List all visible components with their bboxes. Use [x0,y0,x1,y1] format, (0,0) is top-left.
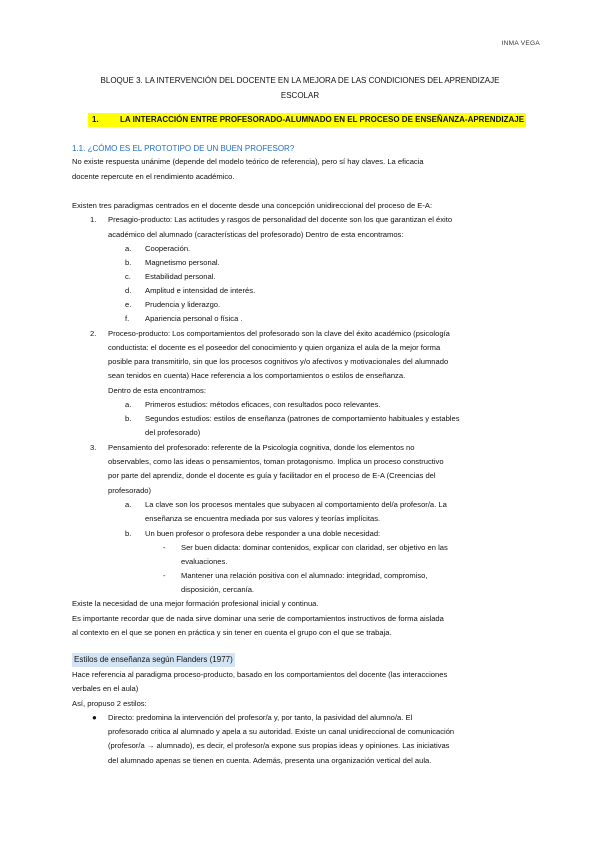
sublist-marker: e. [125,300,132,309]
flanders-line2: verbales en el aula) [72,684,139,693]
sublist-item [125,527,381,541]
sublist-item-continued: enseñanza se encuentra mediada por sus valores y teorías implícitas. [145,514,381,523]
paradigms-intro: Existen tres paradigmas centrados en el docente desde una concepción unidireccional del proceso de E-A: [72,201,433,210]
sublist-text: Cooperación. [145,244,191,253]
list-item [90,213,453,227]
flanders-line3: Así, propuso 2 estilos: [72,699,147,708]
sublist-marker: b. [125,529,132,538]
bullet-item-continued: profesorado critica al alumnado y apela a su autoridad. Existe un canal unidireccional de comunicación [108,727,455,736]
bullet-icon: ● [92,713,97,722]
subsection-title: 1.1. ¿CÓMO ES EL PROTOTIPO DE UN BUEN PROFESOR? [72,144,295,153]
sublist-marker: b. [125,258,132,267]
dash-marker: - [163,571,166,580]
sublist-text: Un buen profesor o profesora debe responder a una doble necesidad: [145,529,381,538]
bullet-item-continued: (profesor/a → alumnado), es decir, el profesor/a expone sus propias ideas y opiniones. Las iniciativas [108,741,450,750]
list-item-continued: profesorado) [108,486,152,495]
list-item [90,327,450,341]
list-item-text: Pensamiento del profesorado: referente de la Psicología cognitiva, donde los elementos no [108,443,415,452]
sublist-marker: a. [125,244,132,253]
sublist-item [125,498,447,512]
sublist-item [125,312,243,326]
intro-line2: docente repercute en el rendimiento académico. [72,172,235,181]
list-item-continued: observables, como las ideas o pensamientos, toman protagonismo. Implica un proceso constructivo [108,457,444,466]
intro-line1: No existe respuesta unánime (depende del modelo teórico de referencia), pero sí hay claves. La eficacia [72,157,424,166]
block-title-line2: ESCOLAR [280,91,320,100]
list-item-text: Presagio-producto: Las actitudes y rasgos de personalidad del docente son los que garantizan el éxito [108,215,453,224]
list-item [90,441,415,455]
dash-item [163,569,428,583]
sublist-item [125,412,460,426]
sublist-marker: a. [125,500,132,509]
sublist-item-continued: del profesorado) [145,428,201,437]
sublist-text: Amplitud e intensidad de interés. [145,286,256,295]
closing-paragraph-1: Existe la necesidad de una mejor formación profesional inicial y continua. [72,599,319,608]
list-item-continued: Dentro de esta encontramos: [108,386,206,395]
bullet-text: Directo: predomina la intervención del profesor/a y, por tanto, la pasividad del alumno/a. El [108,713,413,722]
list-marker: 3. [90,443,97,452]
sublist-item [125,298,221,312]
list-marker: 1. [90,215,97,224]
sublist-text: Estabilidad personal. [145,272,216,281]
sublist-item [125,398,381,412]
sublist-marker: f. [125,314,130,323]
flanders-line1: Hace referencia al paradigma proceso-producto, basado en los comportamientos del docente (las interacciones [72,670,448,679]
dash-marker: - [163,543,166,552]
flanders-heading: Estilos de enseñanza según Flanders (1977) [72,653,235,667]
sublist-text: Magnetismo personal. [145,258,220,267]
sublist-marker: d. [125,286,132,295]
dash-item-continued: disposición, cercanía. [181,585,255,594]
section-title-text: LA INTERACCIÓN ENTRE PROFESORADO-ALUMNADO EN EL PROCESO DE ENSEÑANZA-APRENDIZAJE [120,115,525,124]
bullet-item [92,711,413,725]
sublist-text: Segundos estudios: estilos de enseñanza (patrones de comportamiento habituales y estables [145,414,460,423]
section-number: 1. [92,115,99,124]
sublist-item [125,256,220,270]
sublist-marker: a. [125,400,132,409]
sublist-text: Prudencia y liderazgo. [145,300,221,309]
dash-item-continued: evaluaciones. [181,557,228,566]
header-author: INMA VEGA [501,40,540,47]
sublist-marker: b. [125,414,132,423]
dash-item [163,541,448,555]
block-title-line1: BLOQUE 3. LA INTERVENCIÓN DEL DOCENTE EN LA MEJORA DE LAS CONDICIONES DEL APRENDIZAJE [100,76,500,85]
list-item-continued: académico del alumnado (características del profesorado) Dentro de esta encontramos: [108,230,404,239]
list-item-text: Proceso-producto: Los comportamientos del profesorado son la clave del éxito académico (psicología [108,329,450,338]
sublist-marker: c. [125,272,131,281]
list-item-continued: sean tenidos en cuenta) Hace referencia a los comportamientos o estilos de enseñanza. [108,371,406,380]
list-marker: 2. [90,329,97,338]
list-item-continued: por parte del aprendiz, donde el docente es guía y facilitador en el proceso de E-A (Creencias del [108,471,436,480]
bullet-item-continued: del alumnado apenas se tienen en cuenta. Además, presenta una organización vertical del aula. [108,756,432,765]
closing-paragraph-2-line2: al contexto en el que se ponen en práctica y sin tener en cuenta el grupo con el que se trabaja. [72,628,392,637]
block-title [100,73,500,103]
dash-text: Ser buen didacta: dominar contenidos, explicar con claridad, ser objetivo en las [181,543,448,552]
dash-text: Mantener una relación positiva con el alumnado: integridad, compromiso, [181,571,428,580]
sublist-item [125,284,256,298]
section-title [88,113,526,127]
sublist-item [125,270,216,284]
sublist-text: Primeros estudios: métodos eficaces, con resultados poco relevantes. [145,400,381,409]
sublist-item [125,242,191,256]
closing-paragraph-2-line1: Es importante recordar que de nada sirve dominar una serie de comportamientos instructivos de forma aislada [72,614,444,623]
sublist-text: Apariencia personal o física . [145,314,243,323]
sublist-text: La clave son los procesos mentales que subyacen al comportamiento del/a profesor/a. La [145,500,447,509]
list-item-continued: conductista: el docente es el poseedor del conocimiento y quien organiza el aula de la mejor forma [108,343,441,352]
list-item-continued: posible para transmitirlo, sin que los procesos cognitivos y/o afectivos y motivacionales del alumnado [108,357,449,366]
